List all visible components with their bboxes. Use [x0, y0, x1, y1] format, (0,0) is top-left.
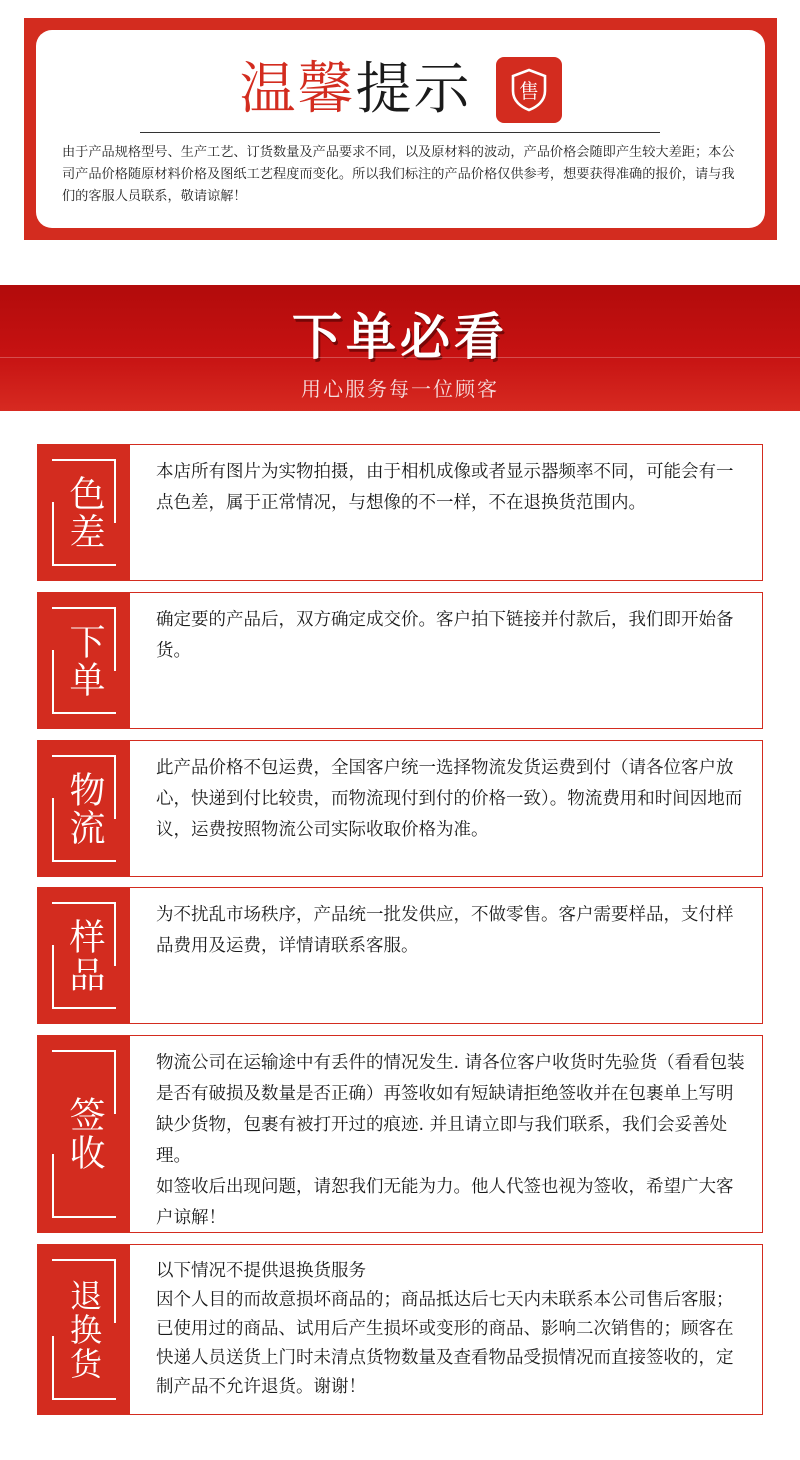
info-label: 物流	[64, 770, 105, 847]
info-text	[156, 753, 750, 846]
info-text	[156, 605, 750, 667]
info-row-logistics	[37, 740, 763, 877]
notice-title	[36, 52, 765, 128]
shield-icon	[504, 65, 554, 115]
info-label-box	[38, 593, 130, 728]
info-label: 样品	[64, 917, 105, 994]
info-paragraph: 此产品价格不包运费，全国客户统一选择物流发货运费到付（请各位客户放心，快递到付比较贵，而物流现付到付的价格一致）。物流费用和时间因地而议，运费按照物流公司实际收取价格为准。	[156, 758, 743, 840]
info-paragraph: 因个人目的而故意损坏商品的；商品抵达后七天内未联系本公司售后客服；已使用过的商品、试用后产生损坏或变形的商品、影响二次销售的；顾客在快递人员送货上门时未清点货物数量及查看物品受损情况而直接签收的，定制产品不允许退货。谢谢！	[156, 1290, 734, 1397]
info-row-signoff	[37, 1035, 763, 1233]
info-label: 签收	[64, 1096, 105, 1172]
notice-title-red: 温馨	[239, 57, 356, 122]
notice-divider	[140, 132, 660, 133]
info-paragraph: 以下情况不提供退换货服务	[156, 1261, 366, 1281]
info-label-box	[38, 741, 130, 876]
info-paragraph: 本店所有图片为实物拍摄，由于相机成像或者显示器频率不同，可能会有一点色差，属于正常情况，与想像的不一样，不在退换货范围内。	[156, 462, 734, 513]
info-text	[156, 900, 750, 962]
notice-body: 由于产品规格型号、生产工艺、订货数量及产品要求不同，以及原材料的波动，产品价格会随即产生较大差距；本公司产品价格随原材料价格及图纸工艺程度而变化。所以我们标注的产品价格仅供参考，想要获得准确的报价，请与我们的客服人员联系，敬请谅解！	[62, 145, 735, 204]
info-paragraph: 为不扰乱市场秩序，产品统一批发供应，不做零售。客户需要样品，支付样品费用及运费，详情请联系客服。	[156, 905, 734, 956]
shield-badge-icon	[496, 57, 562, 123]
band-divider	[0, 357, 800, 358]
info-row-color-diff	[37, 444, 763, 581]
info-label-box	[38, 1245, 130, 1414]
info-label-box	[38, 445, 130, 580]
info-label: 退换货	[65, 1278, 103, 1381]
info-row-order	[37, 592, 763, 729]
info-paragraph: 如签收后出现问题，请恕我们无能为力。他人代签也视为签收，希望广大客户谅解！	[156, 1177, 734, 1228]
info-paragraph: 物流公司在运输途中有丢件的情况发生. 请各位客户收货时先验货（看看包装是否有破损及数量是否正确）再签收如有短缺请拒绝签收并在包裹单上写明缺少货物，包裹有被打开过的痕迹. 并且请立即与我们联系，我们会妥善处理。	[156, 1053, 745, 1166]
info-paragraph: 确定要的产品后，双方确定成交价。客户拍下链接并付款后，我们即开始备货。	[156, 610, 734, 661]
info-label: 色差	[64, 474, 105, 551]
info-label-box	[38, 888, 130, 1023]
notice-card	[24, 18, 777, 240]
info-text	[156, 1048, 750, 1234]
info-label-box	[38, 1036, 130, 1232]
info-row-return	[37, 1244, 763, 1415]
badge-char: 售	[518, 79, 539, 103]
info-text	[156, 457, 750, 519]
section-title: 下单必看	[292, 308, 508, 366]
notice-card-inner	[36, 30, 765, 228]
section-subtitle: 用心服务每一位顾客	[301, 377, 499, 401]
section-header-band	[0, 285, 800, 411]
notice-title-dark: 提示	[355, 57, 472, 122]
info-label: 下单	[64, 622, 105, 699]
info-text	[156, 1257, 750, 1402]
info-row-sample	[37, 887, 763, 1024]
